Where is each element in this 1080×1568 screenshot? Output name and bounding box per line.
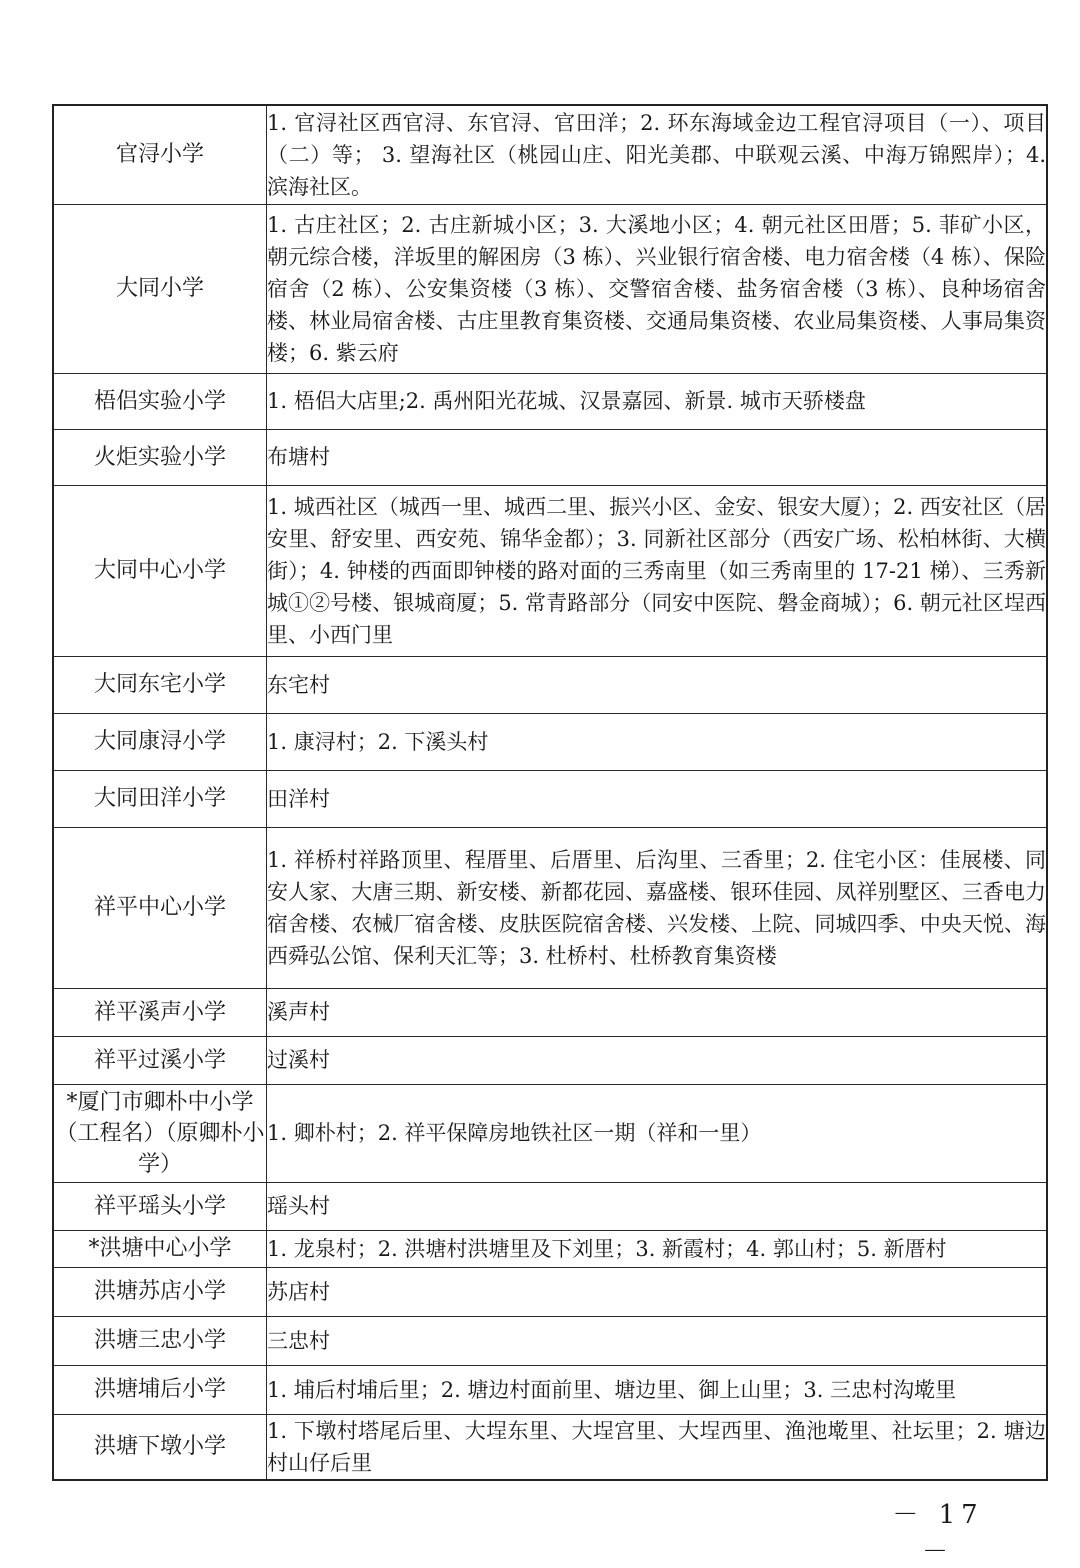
district-area-cell: 东宅村 (267, 656, 1048, 713)
table-row (53, 485, 1047, 656)
school-name-cell: 祥平中心小学 (53, 827, 267, 988)
school-name-cell: *厦门市卿朴中小学（工程名）（原卿朴小学） (53, 1084, 267, 1182)
school-name-cell: 祥平瑶头小学 (53, 1182, 267, 1230)
table-row (53, 1230, 1047, 1267)
district-area-cell: 过溪村 (267, 1036, 1048, 1084)
district-area-cell: 1. 康浔村；2. 下溪头村 (267, 713, 1048, 770)
district-area-cell: 溪声村 (267, 988, 1048, 1036)
district-area-cell: 1. 梧侣大店里;2. 禹州阳光花城、汉景嘉园、新景. 城市天骄楼盘 (267, 373, 1048, 429)
district-area-cell: 1. 下墩村塔尾后里、大埕东里、大埕宫里、大埕西里、渔池墘里、社坛里；2. 塘边村山仔后里 (267, 1414, 1048, 1480)
table-row (53, 656, 1047, 713)
school-name-cell: 梧侣实验小学 (53, 373, 267, 429)
table-row (53, 373, 1047, 429)
school-district-table (52, 104, 1048, 1481)
district-area-cell: 1. 埔后村埔后里；2. 塘边村面前里、塘边里、御上山里；3. 三忠村沟墘里 (267, 1365, 1048, 1414)
district-area-cell: 1. 官浔社区西官浔、东官浔、官田洋；2. 环东海域金边工程官浔项目（一）、项目（二）等； 3. 望海社区（桃园山庄、阳光美郡、中联观云溪、中海万锦熙岸）；4. 滨海社区。 (267, 105, 1048, 204)
school-name-cell: 官浔小学 (53, 105, 267, 204)
district-area-cell: 田洋村 (267, 770, 1048, 827)
school-name-cell: 洪塘下墩小学 (53, 1414, 267, 1480)
school-name-cell: 祥平溪声小学 (53, 988, 267, 1036)
school-name-cell: 大同康浔小学 (53, 713, 267, 770)
school-name-cell: 大同田洋小学 (53, 770, 267, 827)
table-row (53, 1182, 1047, 1230)
table-row (53, 105, 1047, 204)
district-area-cell: 苏店村 (267, 1267, 1048, 1316)
school-district-table-container (52, 104, 1048, 1481)
table-row (53, 827, 1047, 988)
district-area-cell: 三忠村 (267, 1316, 1048, 1365)
table-row (53, 1365, 1047, 1414)
district-area-cell: 1. 龙泉村；2. 洪塘村洪塘里及下刘里；3. 新霞村；4. 郭山村；5. 新厝村 (267, 1230, 1048, 1267)
table-row (53, 1316, 1047, 1365)
school-name-cell: 洪塘三忠小学 (53, 1316, 267, 1365)
district-area-cell: 1. 卿朴村；2. 祥平保障房地铁社区一期（祥和一里） (267, 1084, 1048, 1182)
school-name-cell: 大同中心小学 (53, 485, 267, 656)
table-row (53, 1036, 1047, 1084)
district-area-cell: 布塘村 (267, 429, 1048, 485)
table-row (53, 1267, 1047, 1316)
table-row (53, 988, 1047, 1036)
school-name-cell: 大同小学 (53, 204, 267, 373)
table-row (53, 1414, 1047, 1480)
page-number: － 17 － (892, 1500, 984, 1567)
table-row (53, 429, 1047, 485)
table-row (53, 713, 1047, 770)
table-row (53, 770, 1047, 827)
district-area-cell: 1. 城西社区（城西一里、城西二里、振兴小区、金安、银安大厦）；2. 西安社区（居安里、舒安里、西安苑、锦华金都）；3. 同新社区部分（西安广场、松柏林街、大横街）；4. 钟楼的西面即钟楼的路对面的三秀南里（如三秀南里的 17-21 梯）、三秀新城①②号楼、银城商厦；5. 常青路部分（同安中医院、磐金商城）；6. 朝元社区埕西里、小西门里 (267, 485, 1048, 656)
school-name-cell: 火炬实验小学 (53, 429, 267, 485)
district-area-cell: 1. 古庄社区；2. 古庄新城小区；3. 大溪地小区；4. 朝元社区田厝；5. 菲矿小区，朝元综合楼，洋坂里的解困房（3 栋）、兴业银行宿舍楼、电力宿舍楼（4 栋）、保险宿舍（2 栋）、公安集资楼（3 栋）、交警宿舍楼、盐务宿舍楼（3 栋）、良种场宿舍楼、林业局宿舍楼、古庄里教育集资楼、交通局集资楼、农业局集资楼、人事局集资楼；6. 紫云府 (267, 204, 1048, 373)
district-area-cell: 瑶头村 (267, 1182, 1048, 1230)
school-name-cell: 洪塘埔后小学 (53, 1365, 267, 1414)
school-name-cell: 大同东宅小学 (53, 656, 267, 713)
table-row (53, 204, 1047, 373)
table-row (53, 1084, 1047, 1182)
district-area-cell: 1. 祥桥村祥路顶里、程厝里、后厝里、后沟里、三香里；2. 住宅小区：佳展楼、同安人家、大唐三期、新安楼、新都花园、嘉盛楼、银环佳园、凤祥别墅区、三香电力宿舍楼、农械厂宿舍楼、皮肤医院宿舍楼、兴发楼、上院、同城四季、中央天悦、海西舜弘公馆、保利天汇等；3. 杜桥村、杜桥教育集资楼 (267, 827, 1048, 988)
school-name-cell: 祥平过溪小学 (53, 1036, 267, 1084)
school-name-cell: 洪塘苏店小学 (53, 1267, 267, 1316)
school-name-cell: *洪塘中心小学 (53, 1230, 267, 1267)
